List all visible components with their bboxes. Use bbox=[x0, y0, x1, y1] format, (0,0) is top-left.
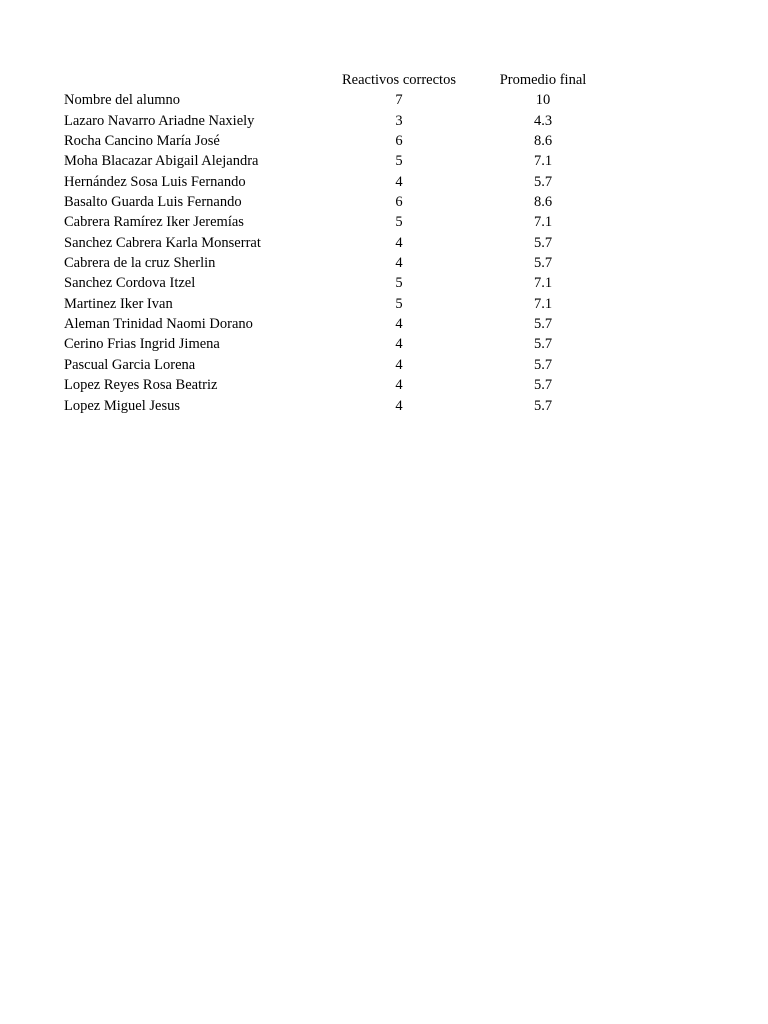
final-average-cell: 7.1 bbox=[533, 275, 553, 292]
table-row bbox=[64, 151, 622, 171]
correct-answers-cell: 5 bbox=[395, 295, 403, 312]
correct-answers-cell: 6 bbox=[395, 133, 403, 150]
student-name-cell: Lazaro Navarro Ariadne Naxiely bbox=[64, 112, 255, 129]
table-row bbox=[64, 294, 622, 314]
correct-answers-cell: 5 bbox=[395, 275, 403, 292]
table-row bbox=[64, 396, 622, 416]
final-average-cell: 5.7 bbox=[533, 255, 553, 272]
student-name-cell: Sanchez Cabrera Karla Monserrat bbox=[64, 234, 261, 251]
correct-answers-cell: 4 bbox=[395, 173, 403, 190]
header-final-average: Promedio final bbox=[499, 72, 587, 88]
table-row bbox=[64, 172, 622, 192]
table-row bbox=[64, 314, 622, 334]
table-body bbox=[64, 90, 622, 416]
final-average-cell: 8.6 bbox=[533, 133, 553, 150]
final-average-cell: 7.1 bbox=[533, 214, 553, 231]
student-name-cell: Nombre del alumno bbox=[64, 92, 180, 109]
table-row bbox=[64, 131, 622, 151]
student-name-cell: Cabrera Ramírez Iker Jeremías bbox=[64, 214, 244, 231]
table-row bbox=[64, 192, 622, 212]
student-name-cell: Martinez Iker Ivan bbox=[64, 295, 173, 312]
table-row bbox=[64, 355, 622, 375]
final-average-cell: 5.7 bbox=[533, 234, 553, 251]
table-row bbox=[64, 253, 622, 273]
student-name-cell: Lopez Miguel Jesus bbox=[64, 397, 180, 414]
correct-answers-cell: 6 bbox=[395, 194, 403, 211]
correct-answers-cell: 5 bbox=[395, 214, 403, 231]
final-average-cell: 5.7 bbox=[533, 397, 553, 414]
student-name-cell: Moha Blacazar Abigail Alejandra bbox=[64, 153, 259, 170]
table-row bbox=[64, 90, 622, 110]
final-average-cell: 5.7 bbox=[533, 316, 553, 333]
student-name-cell: Cabrera de la cruz Sherlin bbox=[64, 255, 216, 272]
student-name-cell: Cerino Frias Ingrid Jimena bbox=[64, 336, 220, 353]
header-name-cell bbox=[64, 70, 334, 90]
correct-answers-cell: 4 bbox=[395, 336, 403, 353]
final-average-cell: 4.3 bbox=[533, 112, 553, 129]
table-row bbox=[64, 212, 622, 232]
table-row bbox=[64, 273, 622, 293]
final-average-cell: 5.7 bbox=[533, 173, 553, 190]
correct-answers-cell: 4 bbox=[395, 377, 403, 394]
final-average-cell: 10 bbox=[535, 92, 551, 109]
correct-answers-cell: 4 bbox=[395, 356, 403, 373]
student-name-cell: Lopez Reyes Rosa Beatriz bbox=[64, 377, 218, 394]
student-name-cell: Pascual Garcia Lorena bbox=[64, 356, 196, 373]
final-average-cell: 5.7 bbox=[533, 377, 553, 394]
table-row bbox=[64, 375, 622, 395]
student-name-cell: Hernández Sosa Luis Fernando bbox=[64, 173, 246, 190]
header-row bbox=[64, 70, 622, 90]
final-average-cell: 7.1 bbox=[533, 153, 553, 170]
table-row bbox=[64, 111, 622, 131]
header-correct-answers: Reactivos correctos bbox=[342, 72, 456, 88]
correct-answers-cell: 4 bbox=[395, 316, 403, 333]
final-average-cell: 7.1 bbox=[533, 295, 553, 312]
correct-answers-cell: 3 bbox=[395, 112, 403, 129]
student-name-cell: Basalto Guarda Luis Fernando bbox=[64, 194, 242, 211]
student-name-cell: Aleman Trinidad Naomi Dorano bbox=[64, 316, 253, 333]
final-average-cell: 8.6 bbox=[533, 194, 553, 211]
correct-answers-cell: 7 bbox=[395, 92, 403, 109]
correct-answers-cell: 4 bbox=[395, 255, 403, 272]
final-average-cell: 5.7 bbox=[533, 356, 553, 373]
student-name-cell: Rocha Cancino María José bbox=[64, 133, 220, 150]
correct-answers-cell: 4 bbox=[395, 234, 403, 251]
final-average-cell: 5.7 bbox=[533, 336, 553, 353]
table-row bbox=[64, 334, 622, 354]
correct-answers-cell: 5 bbox=[395, 153, 403, 170]
student-name-cell: Sanchez Cordova Itzel bbox=[64, 275, 196, 292]
grades-table bbox=[64, 70, 622, 416]
table-row bbox=[64, 233, 622, 253]
correct-answers-cell: 4 bbox=[395, 397, 403, 414]
